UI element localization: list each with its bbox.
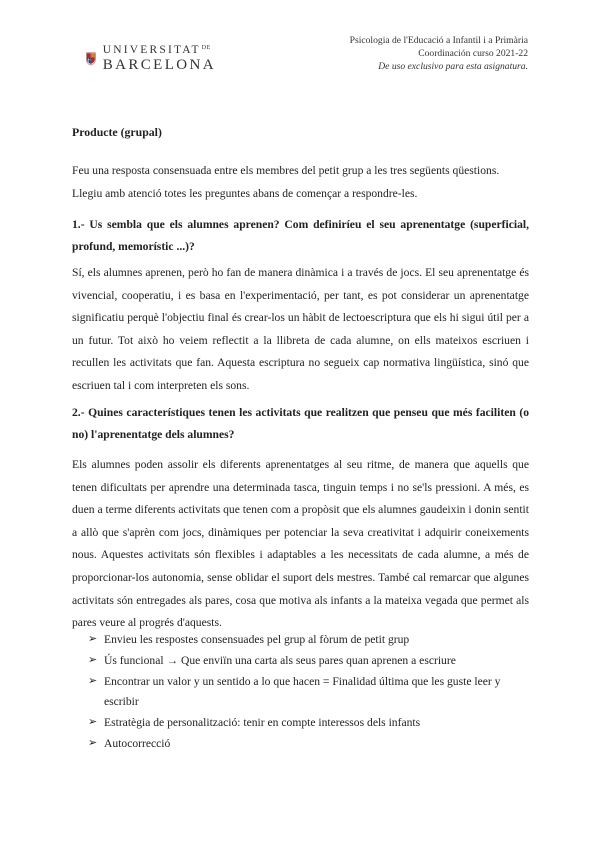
course-header [350, 34, 528, 73]
list-item: ➢ Estratègia de personalització: tenir en compte interessos dels infants [72, 713, 529, 733]
answer-1: Sí, els alumnes aprenen, però ho fan de manera dinàmica i a través de jocs. El seu aprenentatge és vivencial, cooperatiu, i es basa en l'experimentació, per tant, es pot considerar un aprenentatge significatiu perquè l'objectiu final és crear-los un hàbit de lectoescriptura que els hi sigui útil per a un futur. Tot això ho veiem reflectit a la llibreta de cada alumne, on ells mateixos escriuen i recullen les activitats que fan. Aquesta escriptura no segueix cap normativa lingüística, sinó que escriuen tal i com interpreten els sons. [72, 266, 529, 392]
section-title: Producte (grupal) [72, 125, 162, 139]
course-name: Psicologia de l'Educació a Infantil i a Primària [349, 35, 528, 46]
arrow-bullet-icon: ➢ [88, 675, 98, 687]
question-1: 1.- Us sembla que els alumnes aprenen? Com definiríeu el seu aprenentatge (superficial, profund, memorístic ...)? [72, 218, 529, 253]
list-item: ➢ Envieu les respostes consensuades pel grup al fòrum de petit grup [72, 630, 529, 650]
logo-line-universitat: $UNIVERSITAT^{DE}$ [102, 43, 211, 56]
list-item: ➢ Autocorrecció [72, 734, 529, 754]
coordination-year: Coordinación curso 2021-22 [418, 48, 528, 59]
logo-line-barcelona: BARCELONA [102, 57, 216, 74]
usage-notice: De uso exclusivo para esta asignatura. [378, 61, 528, 72]
instructions-paragraph: Feu una resposta consensuada entre els membres del petit grup a les tres següents qüestions. Llegiu amb atenció totes les preguntes abans de començar a respondre-les. [72, 164, 500, 200]
question-2: 2.- Quines característiques tenen les activitats que realitzen que penseu que més faciliten (o no) l'aprenentatge dels alumnes? [72, 406, 529, 441]
arrow-bullet-icon: ➢ [88, 654, 98, 666]
list-item: ➢ Encontrar un valor y un sentido a lo que hacen = Finalidad última que les guste leer y escribir [72, 672, 529, 711]
university-logo [86, 42, 216, 76]
arrow-bullet-icon: ➢ [88, 736, 98, 749]
arrow-bullet-icon: ➢ [88, 633, 98, 645]
arrow-bullet-icon: ➢ [88, 715, 98, 728]
notes-list [72, 630, 529, 755]
university-shield-icon [86, 44, 96, 74]
list-item: ➢ Ús funcional → Que enviïn una carta als seus pares quan aprenen a escriure [72, 651, 529, 671]
answer-2: Els alumnes poden assolir els diferents aprenentatges al seu ritme, de manera que aquells que tenen dificultats per aprendre una determinada tasca, tinguin temps i no se'ls pressioni. A més, es duen a terme diferents activitats que tenen com a propòsit que els alumnes gaudeixin i donin sentit a allò que s'aprèn com jocs, dinàmiques per potenciar la seva creativitat i adquirir coneixements nous. Aquestes activitats són flexibles i adaptables a les necessitats de cada alumne, a més de proporcionar-los autonomia, sense oblidar el suport dels mestres. També cal remarcar que algunes activitats són entregades als pares, cosa que motiva als infants a la mateixa vegada que permet als pares veure al progrés d'aquests. [72, 458, 529, 630]
